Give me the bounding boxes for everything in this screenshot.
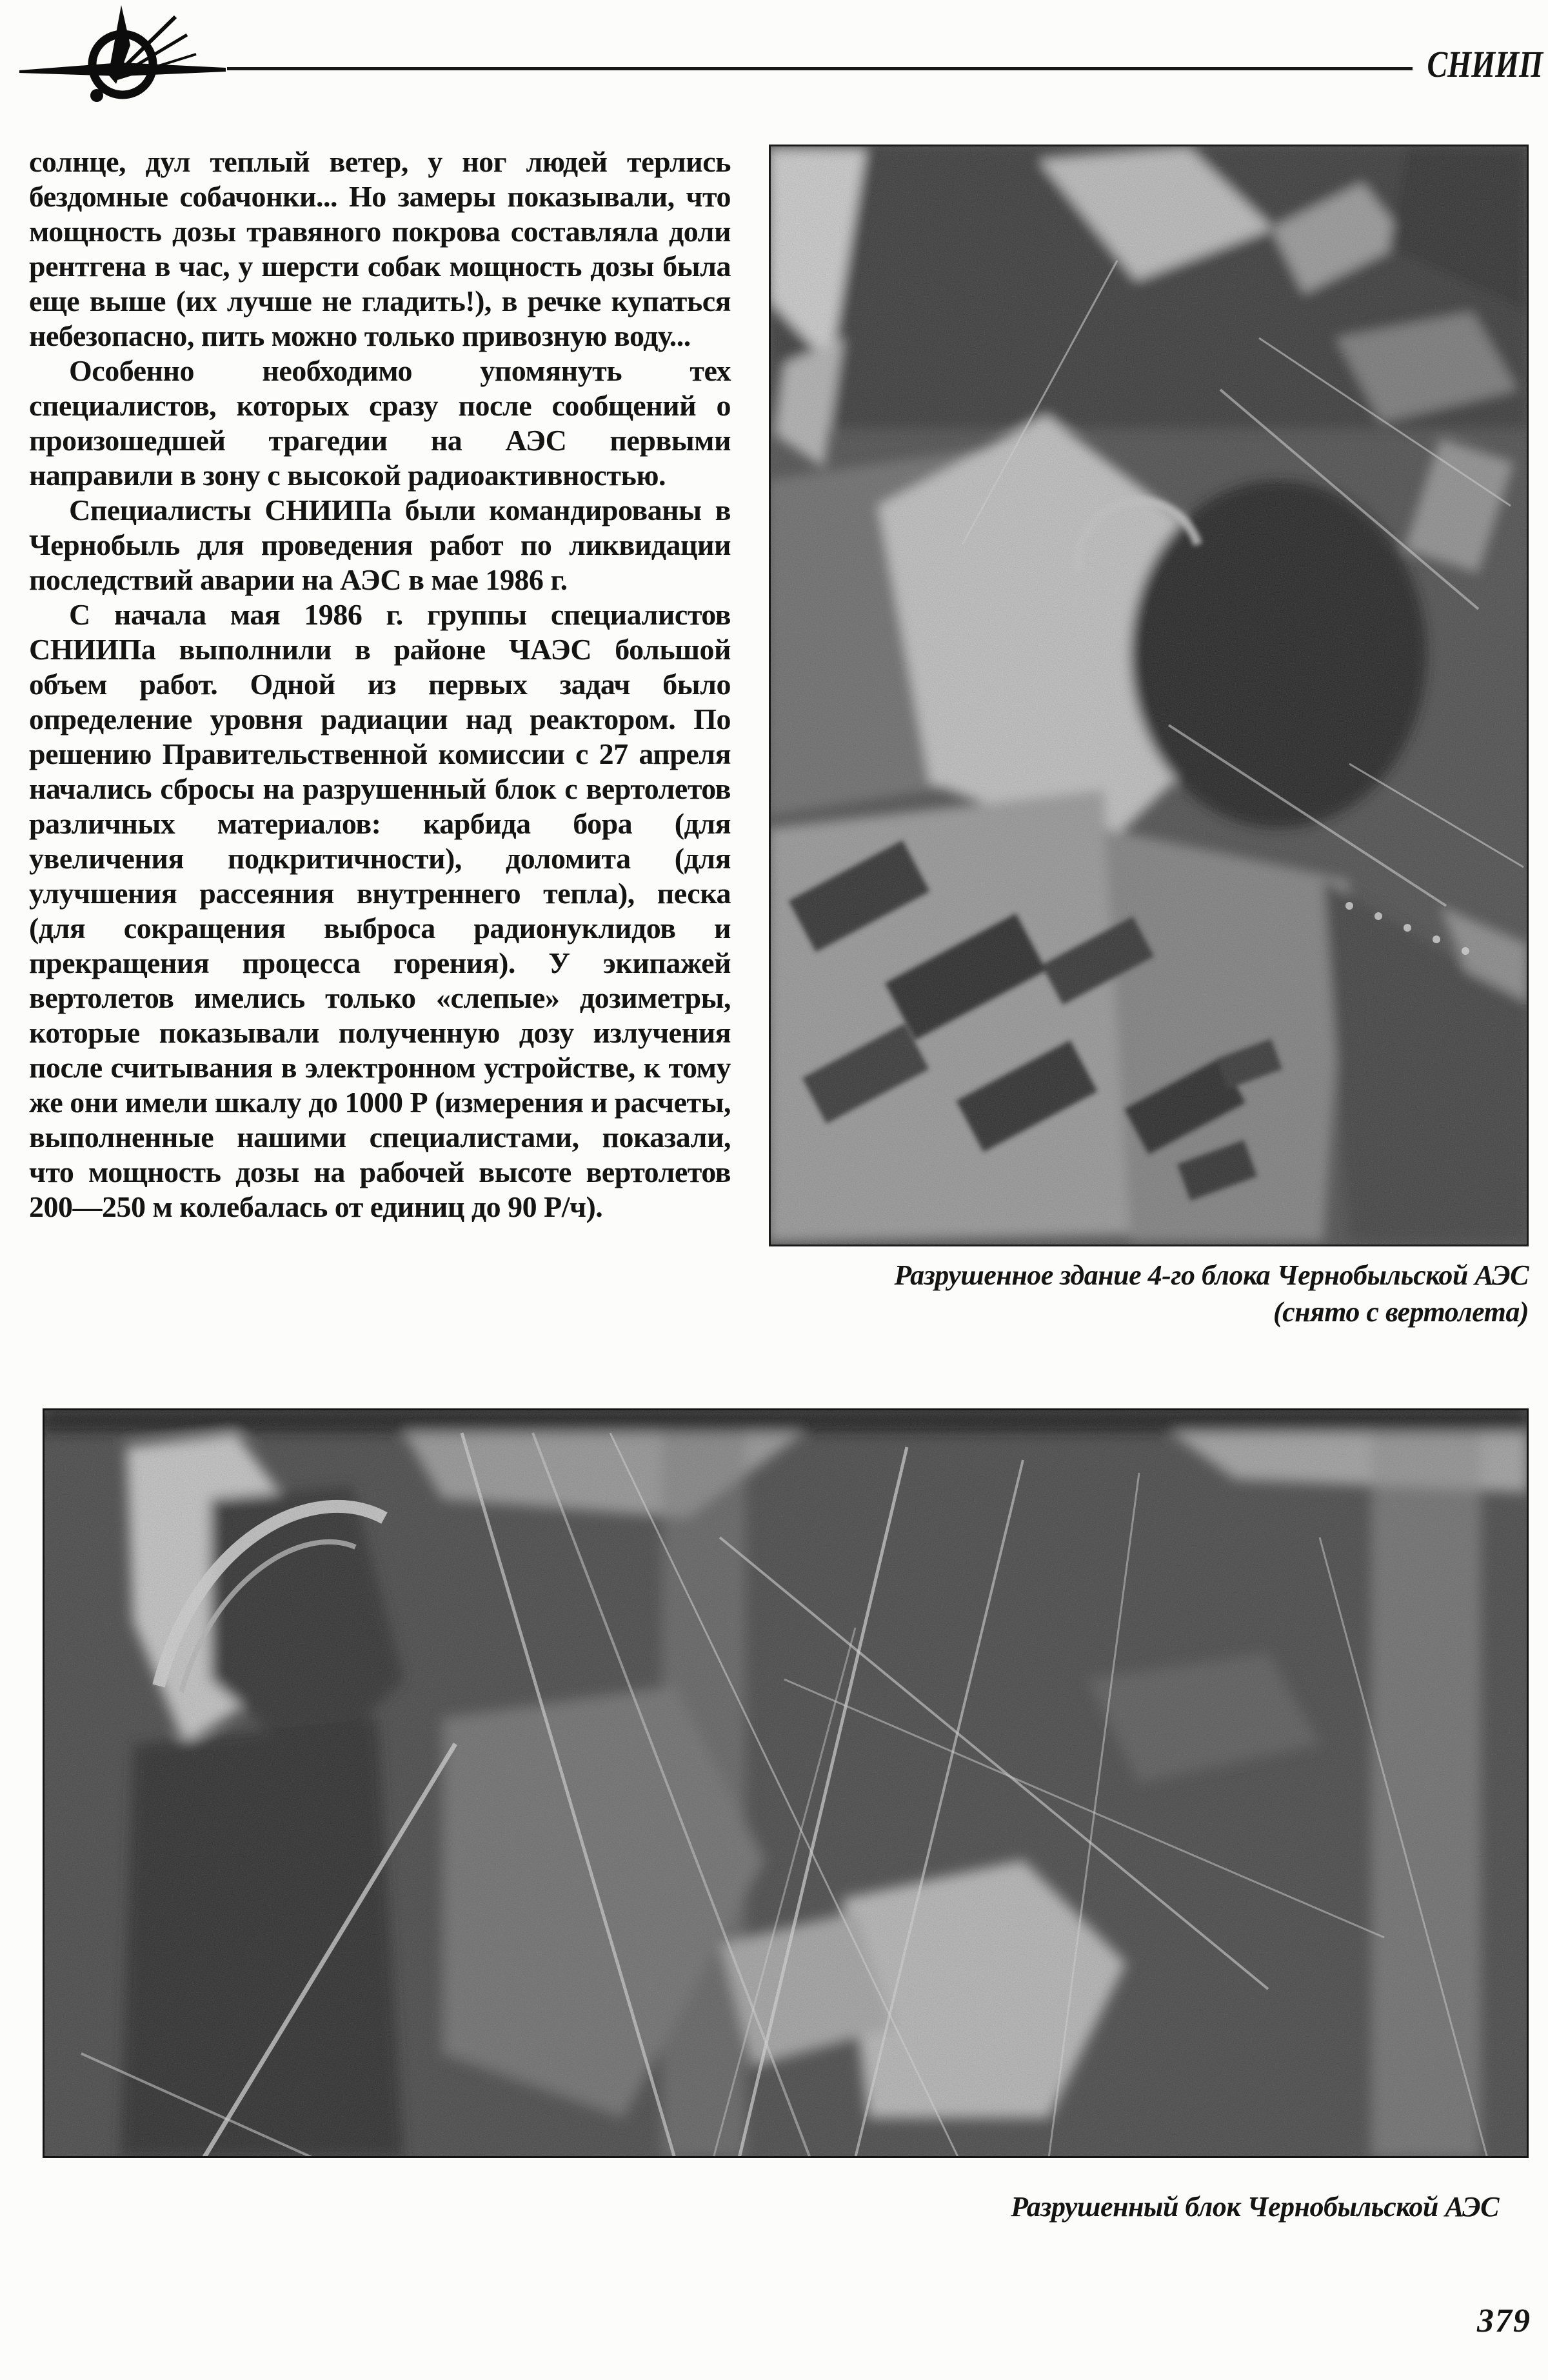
photo-destroyed-unit4-aerial — [769, 145, 1529, 1246]
paragraph-2: Особенно необходимо упомянуть тех специалистов, которых сразу после сообщений о произошедшей трагедии на АЭС первыми направили в зону с высокой радиоактивностью. — [29, 354, 731, 492]
photo2-caption — [43, 2188, 1499, 2225]
sniip-logo-icon — [18, 4, 231, 114]
photo1-caption — [769, 1257, 1529, 1330]
paragraph-3: Специалисты СНИИПа были командированы в Чернобыль для проведения работ по ликвидации последствий аварии на АЭС в мае 1986 г. — [29, 494, 731, 596]
photo1-caption-line2: (снято с вертолета) — [1273, 1296, 1529, 1328]
article-text — [29, 145, 731, 1225]
photo2-caption-line: Разрушенный блок Чернобыльской АЭС — [1011, 2191, 1499, 2223]
header-rule — [227, 67, 1413, 70]
paragraph-1: солнце, дул теплый ветер, у ног людей терлись бездомные собачонки... Но замеры показывали, что мощность дозы травяного покрова составляла доли рентгена в час, у шерсти собак мощность дозы была еще выше (их лучше не гладить!), в речке купаться небезопасно, пить можно только привозную воду... — [29, 145, 731, 352]
photo-destroyed-block-ground — [43, 1408, 1529, 2158]
paragraph-4: С начала мая 1986 г. группы специалистов СНИИПа выполнили в районе ЧАЭС большой объем работ. Одной из первых задач было определение уровня радиации над реактором. По решению Правительственной комиссии с 27 апреля начались сбросы на разрушенный блок с вертолетов различных материалов: карбида бора (для увеличения подкритичности), доломита (для улучшения рассеяния внутреннего тепла), песка (для сокращения выброса радионуклидов и прекращения процесса горения). У экипажей вертолетов имелись только «слепые» дозиметры, которые показывали полученную дозу излучения после считывания в электронном устройстве, к тому же они имели шкалу до 1000 Р (измерения и расчеты, выполненные нашими специалистами, показали, что мощность дозы на рабочей высоте вертолетов 200—250 м колебалась от единиц до 90 Р/ч). — [29, 598, 731, 1223]
header-title: СНИИП — [1427, 43, 1543, 85]
page-number: 379 — [1477, 2303, 1531, 2339]
photo1-caption-line1: Разрушенное здание 4-го блока Чернобыльской АЭС — [894, 1259, 1529, 1291]
